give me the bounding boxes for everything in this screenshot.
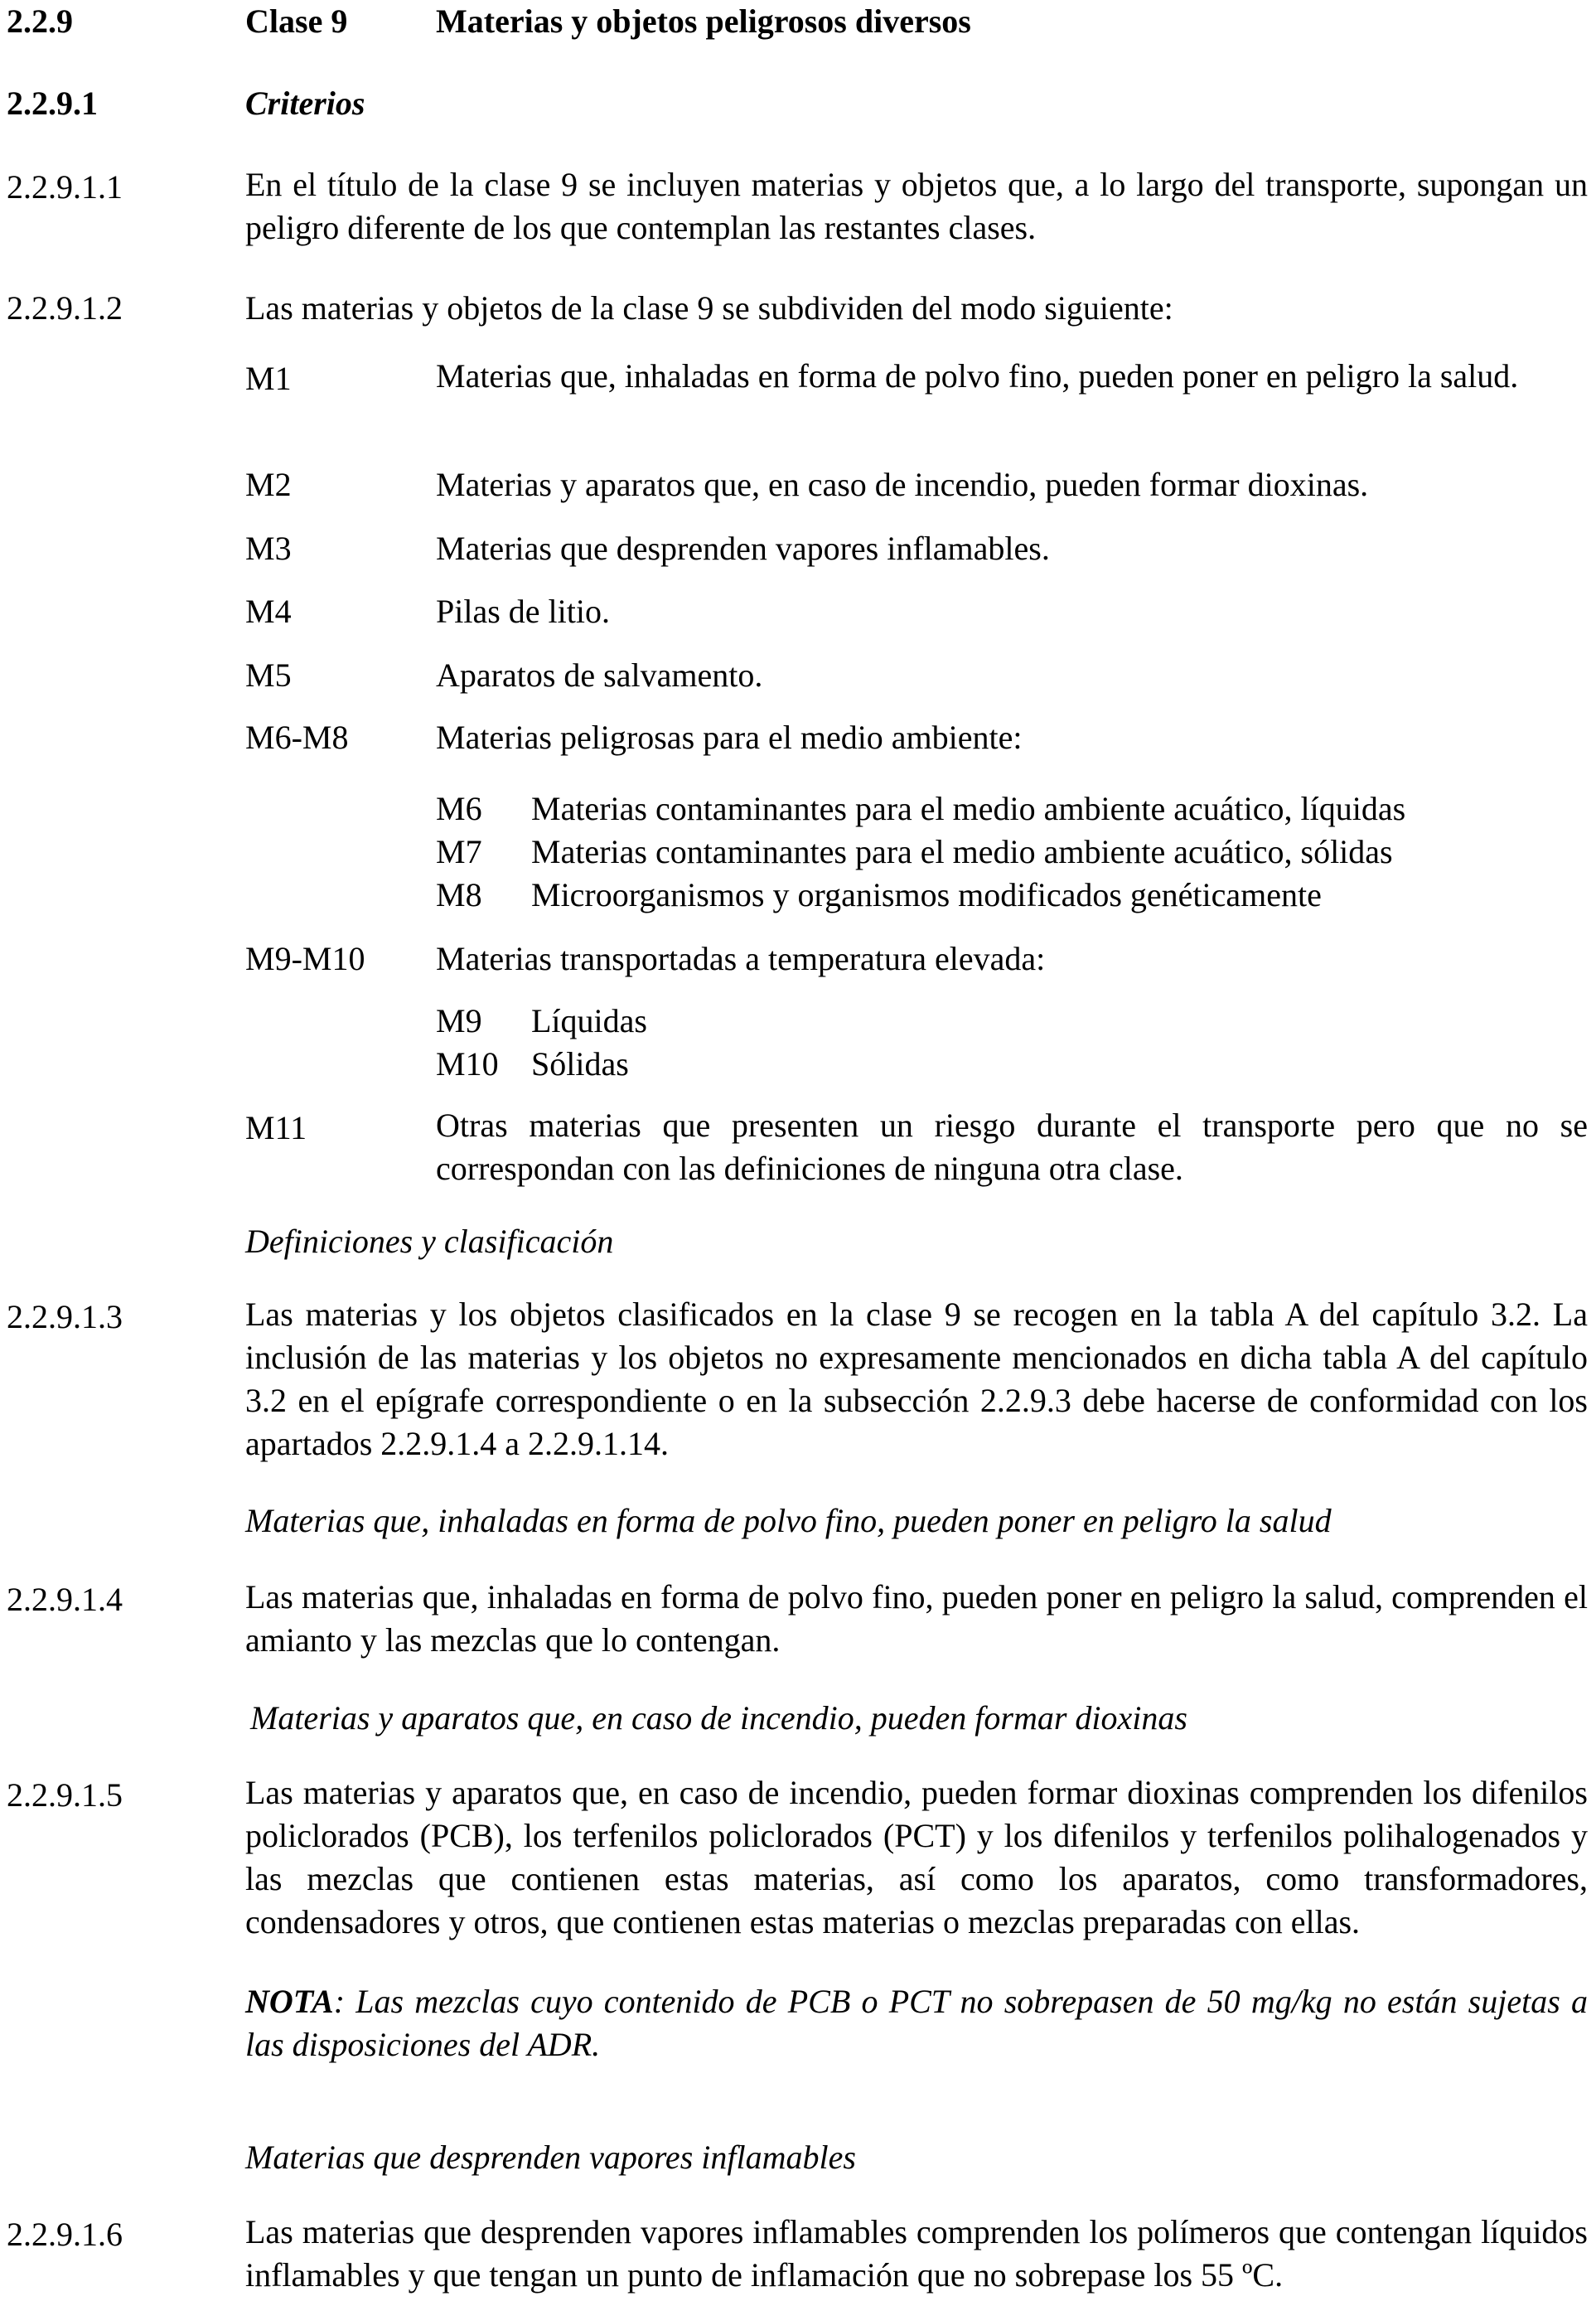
subgroup-text: Líquidas bbox=[531, 1002, 647, 1039]
italic-heading: Materias que desprenden vapores inflamables bbox=[245, 2139, 856, 2176]
subdivision-text: Aparatos de salvamento. bbox=[436, 656, 763, 694]
paragraph-number: 2.2.9.1.2 bbox=[7, 289, 123, 327]
subgroup-text: Sólidas bbox=[531, 1045, 629, 1083]
paragraph-text: Las materias y aparatos que, en caso de incendio, pueden formar dioxinas comprenden los difenilos policlorados (PCB), los terfenilos policlorados (PCT) y los difenilos y terfenilos polihalogenados y las mezclas que contienen estas materias, así como los aparatos, como transformadores, condensadores y otros, que contienen estas materias o mezclas preparadas con ellas. bbox=[245, 1774, 1588, 1940]
subgroup-code: M6 bbox=[436, 790, 482, 827]
subdivision-code: M5 bbox=[245, 656, 292, 694]
paragraph-number: 2.2.9.1.1 bbox=[7, 168, 123, 206]
subgroup-text: Materias contaminantes para el medio ambiente acuático, sólidas bbox=[531, 833, 1393, 870]
subdivision-text: Materias que desprenden vapores inflamables. bbox=[436, 530, 1050, 567]
subsection-title: Criterios bbox=[245, 85, 365, 122]
italic-heading: Materias y aparatos que, en caso de incendio, pueden formar dioxinas bbox=[250, 1699, 1187, 1737]
subdivision-text: Materias que, inhaladas en forma de polvo fino, pueden poner en peligro la salud. bbox=[436, 357, 1519, 395]
subdivision-code: M9-M10 bbox=[245, 940, 365, 977]
paragraph-number: 2.2.9.1.5 bbox=[7, 1776, 123, 1814]
note-text: : Las mezclas cuyo contenido de PCB o PCT no sobrepasen de 50 mg/kg no están sujetas a las disposiciones del ADR. bbox=[245, 1983, 1588, 2063]
class-label: Clase 9 bbox=[245, 2, 348, 40]
subgroup-code: M8 bbox=[436, 876, 482, 913]
paragraph-text: Las materias y los objetos clasificados en la clase 9 se recogen en la tabla A del capítulo 3.2. La inclusión de las materias y los objetos no expresamente mencionados en dicha tabla A del capítulo 3.2 en el epígrafe correspondiente o en la subsección 2.2.9.3 debe hacerse de conformidad con los apartados 2.2.9.1.4 a 2.2.9.1.14. bbox=[245, 1296, 1588, 1462]
section-title: Materias y objetos peligrosos diversos bbox=[436, 2, 971, 40]
italic-heading: Definiciones y clasificación bbox=[245, 1223, 614, 1260]
subdivision-text: Materias y aparatos que, en caso de incendio, pueden formar dioxinas. bbox=[436, 466, 1369, 503]
section-number: 2.2.9 bbox=[7, 2, 73, 40]
paragraph-number: 2.2.9.1.6 bbox=[7, 2216, 123, 2253]
subdivision-text: Pilas de litio. bbox=[436, 593, 610, 630]
paragraph-text: En el título de la clase 9 se incluyen materias y objetos que, a lo largo del transporte, supongan un peligro diferente de los que contemplan las restantes clases. bbox=[245, 166, 1588, 246]
paragraph-text: Las materias que desprenden vapores inflamables comprenden los polímeros que contengan líquidos inflamables y que tengan un punto de inflamación que no sobrepase los 55 ºC. bbox=[245, 2213, 1588, 2294]
subgroup-code: M9 bbox=[436, 1002, 482, 1039]
italic-heading: Materias que, inhaladas en forma de polvo fino, pueden poner en peligro la salud bbox=[245, 1502, 1332, 1539]
paragraph-text: Las materias y objetos de la clase 9 se subdividen del modo siguiente: bbox=[245, 289, 1173, 327]
subdivision-code: M1 bbox=[245, 360, 292, 397]
subdivision-code: M4 bbox=[245, 593, 292, 630]
subdivision-text: Materias transportadas a temperatura elevada: bbox=[436, 940, 1046, 977]
subdivision-text: Materias peligrosas para el medio ambiente: bbox=[436, 719, 1023, 756]
subsection-number: 2.2.9.1 bbox=[7, 85, 98, 122]
subdivision-code: M2 bbox=[245, 466, 292, 503]
subdivision-code: M6-M8 bbox=[245, 719, 349, 756]
note-label: NOTA bbox=[245, 1983, 334, 2020]
subdivision-text: Otras materias que presenten un riesgo durante el transporte pero que no se correspondan con las definiciones de ninguna otra clase. bbox=[436, 1107, 1588, 1187]
subgroup-text: Materias contaminantes para el medio ambiente acuático, líquidas bbox=[531, 790, 1406, 827]
subgroup-text: Microorganismos y organismos modificados genéticamente bbox=[531, 876, 1322, 913]
paragraph-text: Las materias que, inhaladas en forma de polvo fino, pueden poner en peligro la salud, comprenden el amianto y las mezclas que lo contengan. bbox=[245, 1578, 1588, 1659]
paragraph-number: 2.2.9.1.4 bbox=[7, 1581, 123, 1618]
subgroup-code: M7 bbox=[436, 833, 482, 870]
subdivision-code: M11 bbox=[245, 1109, 307, 1146]
subgroup-code: M10 bbox=[436, 1045, 499, 1083]
subdivision-code: M3 bbox=[245, 530, 292, 567]
paragraph-number: 2.2.9.1.3 bbox=[7, 1298, 123, 1335]
note bbox=[245, 1980, 1588, 2066]
